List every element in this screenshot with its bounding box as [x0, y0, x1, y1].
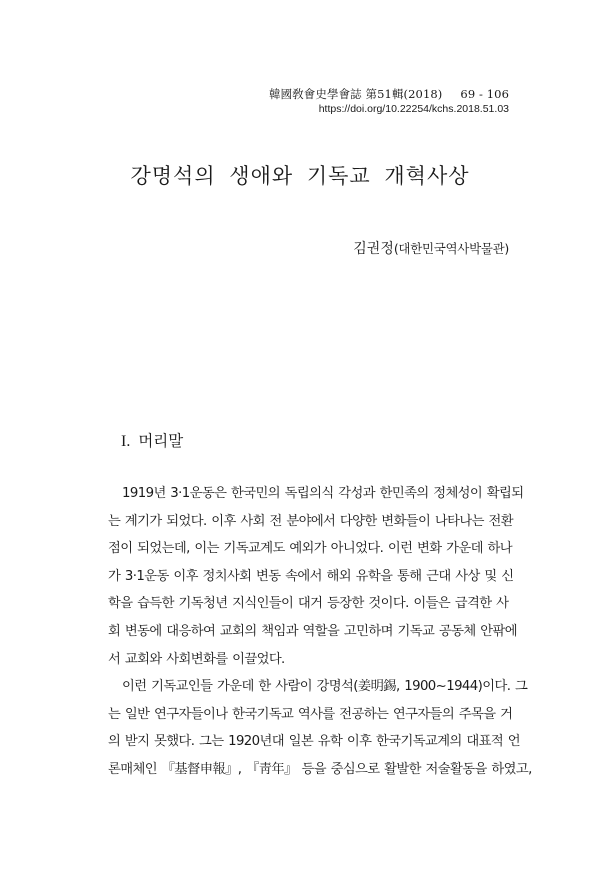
body-line: 학을 습득한 기독청년 지식인들이 대거 등장한 것이다. 이들은 급격한 사 [108, 596, 509, 612]
body-line: 회 변동에 대응하여 교회의 책임과 역할을 고민하며 기독교 공동체 안팎에 [108, 623, 517, 639]
author-name: 김권정 [353, 241, 394, 257]
body-line: 는 일반 연구자들이나 한국기독교 역사를 전공하는 연구자들의 주목을 거 [108, 706, 513, 722]
page-range: 69 - 106 [460, 87, 509, 101]
running-header [269, 86, 509, 117]
article-title: 강명석의 생애와 기독교 개혁사상 [130, 164, 470, 188]
author-affiliation: (대한민국역사박물관) [393, 241, 509, 256]
body-line: 서 교회와 사회변화를 이끌었다. [108, 651, 285, 667]
body-line: 론매체인 『基督申報』, 『靑年』 등을 중심으로 활발한 저술활동을 하였고, [108, 761, 532, 777]
body-line: 1919년 3·1운동은 한국민의 독립의식 각성과 한민족의 정체성이 확립되 [122, 486, 524, 501]
body-line: 이런 기독교인들 가운데 한 사람이 강명석(姜明錫, 1900~1944)이다. 그 [122, 679, 528, 695]
body-line: 의 받지 못했다. 그는 1920년대 일본 유학 이후 한국기독교계의 대표적 언 [108, 734, 520, 750]
author-line [353, 238, 509, 258]
body-line: 점이 되었는데, 이는 기독교계도 예외가 아니었다. 이런 변화 가운데 하나 [108, 541, 512, 557]
section-number: I. [121, 433, 131, 450]
journal-name: 韓國敎會史學會誌 第51輯(2018) [268, 87, 443, 101]
journal-citation [269, 86, 509, 102]
body-line: 가 3·1운동 이후 정치사회 변동 속에서 해외 유학을 통해 근대 사상 및 신 [108, 568, 514, 584]
body-text [108, 480, 532, 784]
section-title: 머리말 [138, 432, 184, 450]
doi-link[interactable]: https://doi.org/10.22254/kchs.2018.51.03 [318, 103, 509, 115]
section-heading [121, 429, 183, 451]
body-line: 는 계기가 되었다. 이후 사회 전 분야에서 다양한 변화들이 나타나는 전환 [108, 513, 513, 529]
